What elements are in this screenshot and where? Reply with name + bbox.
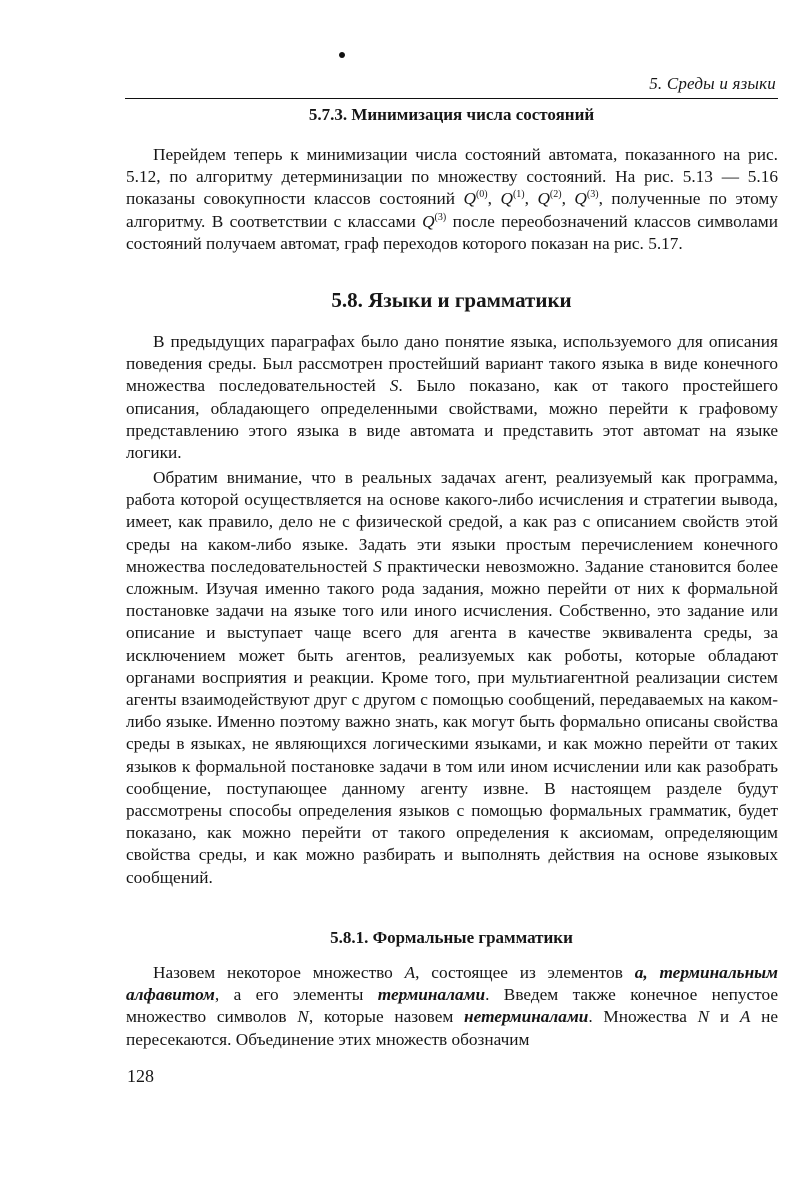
paragraph-agents-languages: Обратим внимание, что в реальных задачах агент, реализуемый как программа, работа которой осуществляется на основе какого-либо исчисления и стратегии вывода, имеет, как правило, дело не с физической средой, а как раз с описанием свойств этой среды на каком-либо языке. Задать эти языки простым перечислением конечного множества последовательностей S практически невозможно. Задание становится более сложным. Изучая именно такого рода задания, можно перейти от них к формальной постановке задачи на языке того или иного исчисления. Собственно, это задание или описание и выступает чаще всего для агента в качестве эквивалента среды, за исключением может быть агентов, реализуемых как роботы, которые обладают органами восприятия и реакции. Кроме того, при мультиагентной реализации систем агенты взаимодействуют друг с другом с помощью сообщений, передаваемых на каком-либо языке. Именно поэтому важно знать, как могут быть формально описаны свойства среды в языках, не являющихся логическими языками, и как можно перейти от таких языков к формальной постановке задачи в том или ином исчислении или как разобрать сообщение, поступающее данному агенту извне. В настоящем разделе будут рассмотрены способы определения языков с помощью формальных грамматик, будет показано, как можно перейти от такого определения к аксиомам, определяющим свойства среды, и как можно разбирать и выполнять действия на основе языковых сообщений. — [126, 468, 778, 887]
header-rule — [125, 98, 778, 99]
running-header: 5. Среды и языки — [649, 74, 776, 93]
scan-dot — [339, 52, 345, 58]
subsection-heading-5-8-1: 5.8.1. Формальные грамматики — [330, 928, 573, 947]
page-number: 128 — [127, 1066, 154, 1086]
paragraph-formal-grammars: Назовем некоторое множество A, состоящее из элементов a, терминальным алфавитом, а его элементы терминалами. Введем также конечное непустое множество символов N, которые назовем нетерминалами. Множества N и A не пересекаются. Объединение этих множеств обозначим — [126, 963, 779, 1049]
paragraph-minimization: Перейдем теперь к минимизации числа состояний автомата, показанного на рис. 5.12, по алгоритму детерминизации по множеству состояний. На рис. 5.13 — 5.16 показаны совокупности классов состояний $Q^{(0)}$, $Q^{(1)}$, $Q^{(2)}$, $Q^{(3)}$, полученные по этому алгоритму. В соответствии с классами $Q^{(3)}$ после переобозначений классов символами состояний получаем автомат, граф переходов которого показан на рис. 5.17. — [126, 145, 778, 253]
paragraph-languages-intro: В предыдущих параграфах было дано понятие языка, используемого для описания поведения среды. Был рассмотрен простейший вариант такого языка в виде конечного множества последовательностей S. Было показано, как от такого простейшего описания, обладающего определенными свойствами, можно перейти к графовому представлению этого языка в виде автомата и представить этот автомат на языке логики. — [126, 332, 778, 463]
section-heading-5-8: 5.8. Языки и грамматики — [331, 288, 572, 312]
subsection-heading-5-7-3: 5.7.3. Минимизация числа состояний — [308, 105, 595, 124]
